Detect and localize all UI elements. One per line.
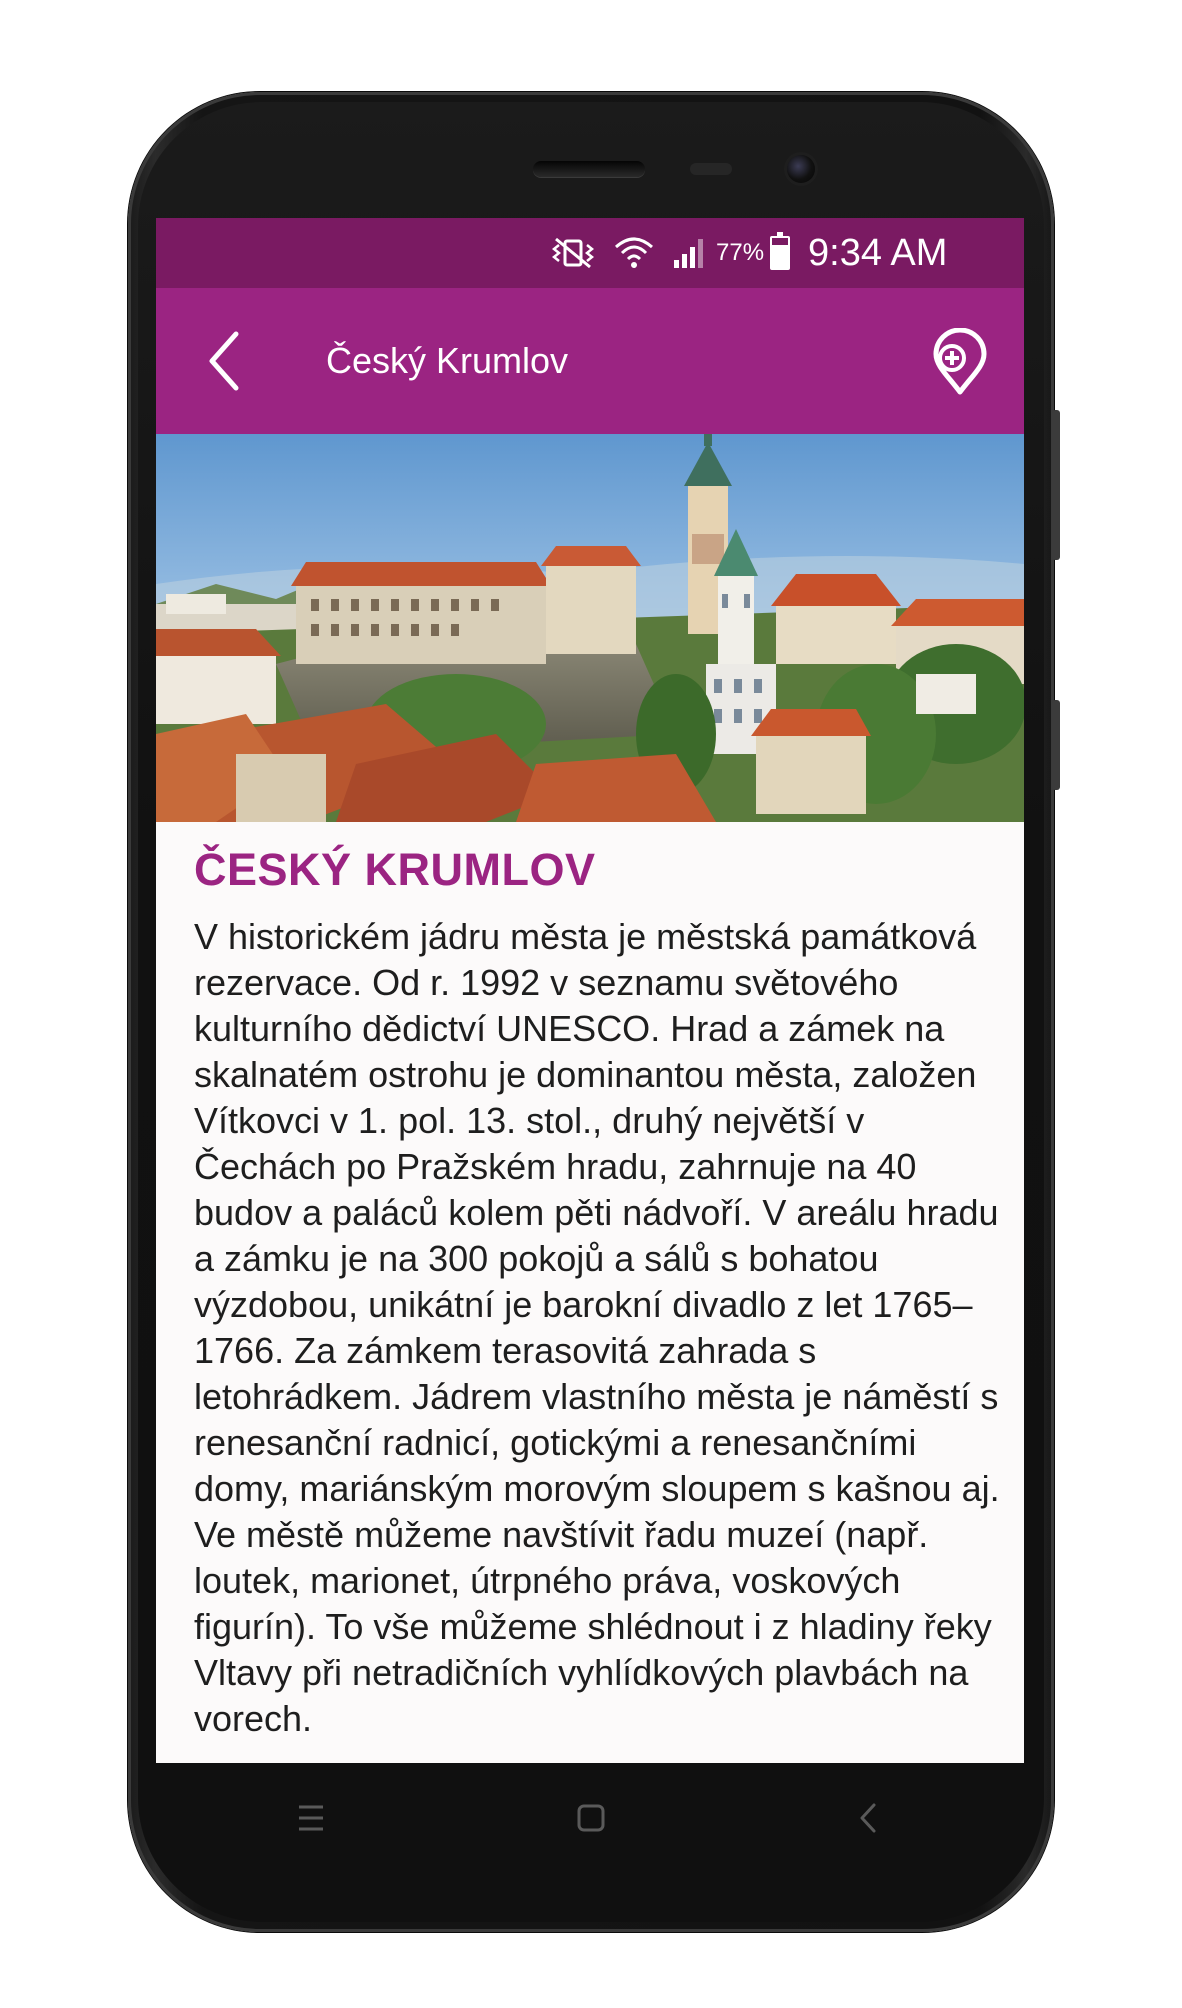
article-heading: ČESKÝ KRUMLOV <box>194 844 596 895</box>
power-button <box>1052 700 1060 790</box>
front-camera <box>787 155 815 183</box>
nav-bar <box>156 1763 1024 1873</box>
chevron-left-icon <box>196 326 266 396</box>
earpiece-speaker <box>533 161 645 177</box>
home-button[interactable] <box>564 1791 618 1845</box>
status-time-wrap <box>808 218 947 288</box>
battery-percent: 77% <box>716 239 765 266</box>
volume-button <box>1052 410 1060 560</box>
app-bar <box>156 288 1024 434</box>
castle-town-photo <box>156 434 1024 822</box>
back-icon <box>842 1791 896 1845</box>
nav-back-button[interactable] <box>842 1791 896 1845</box>
proximity-sensor <box>690 163 732 175</box>
menu-icon <box>284 1791 338 1845</box>
status-time: 9:34 AM <box>808 231 948 274</box>
home-icon <box>564 1791 618 1845</box>
show-on-map-button[interactable] <box>928 328 992 398</box>
screen <box>156 218 1024 1763</box>
map-pin-add-icon <box>928 328 992 398</box>
cell-signal-icon <box>672 218 706 288</box>
battery-fill <box>772 245 788 268</box>
article-body: V historickém jádru města je městská památková rezervace. Od r. 1992 v seznamu světového kulturního dědictví UNESCO. Hrad a zámek na skalnatém ostrohu je dominantou města, založen Vítkovci v 1. pol. 13. stol., druhý největší v Čechách po Pražském hradu, zahrnuje na 40 budov a paláců kolem pěti nádvoří. V areálu hradu a zámku je na 300 pokojů a sálů s bohatou výzdobou, unikátní je barokní divadlo z let 1765–1766. Za zámkem terasovitá zahrada s letohrádkem. Jádrem vlastního města je náměstí s renesanční radnicí, gotickými a renesančními domy, mariánským morovým sloupem s kašnou aj. Ve městě můžeme navštívit řadu muzeí (např. loutek, marionet, útrpného práva, voskových figurín). To vše můžeme shlédnout i z hladiny řeky Vltavy při netradičních vyhlídkových plavbách na vorech. <box>194 916 1000 1739</box>
menu-button[interactable] <box>284 1791 338 1845</box>
status-bar <box>156 218 1024 288</box>
back-button[interactable] <box>196 326 266 396</box>
wifi-icon <box>614 218 654 288</box>
battery-icon <box>770 218 790 288</box>
battery-percent-wrap <box>716 218 764 288</box>
app-title: Český Krumlov <box>326 340 569 381</box>
vibrate-mute-icon <box>550 218 596 288</box>
article-content <box>156 822 1024 1763</box>
